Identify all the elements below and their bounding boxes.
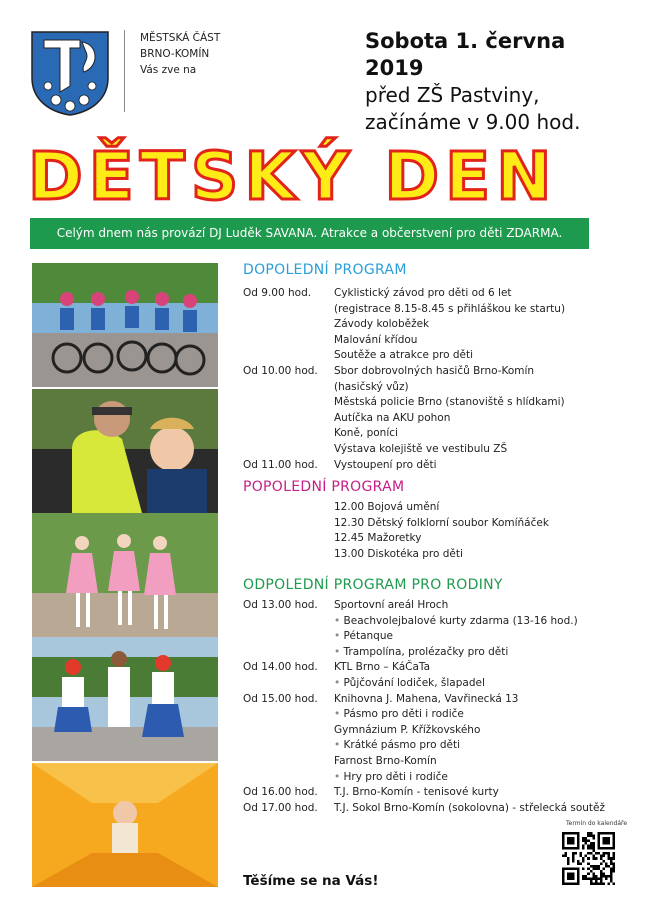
program-item: 13.00 Diskotéka pro děti (334, 547, 463, 560)
closing-text: Těšíme se na Vás! (243, 873, 379, 889)
program-time: Od 13.00 hod. (243, 599, 318, 611)
program-item: Knihovna J. Mahena, Vavřinecká 13 (334, 692, 519, 705)
program-item: • Krátké pásmo pro děti (334, 739, 461, 752)
program-item: (hasičský vůz) (334, 380, 409, 393)
program-time: Od 10.00 hod. (243, 365, 318, 377)
program-time: Od 11.00 hod. (243, 458, 318, 471)
section-heading-poledni: POPOLEDNÍ PROGRAM (243, 479, 405, 495)
folk-dance-photo (32, 637, 218, 761)
program-item: Závody koloběžek (334, 318, 430, 331)
majorettes-photo (32, 513, 218, 637)
program-item: 12.45 Mažoretky (334, 532, 422, 545)
program-item: • Beachvolejbalové kurty zdarma (13-16 hod.) (334, 614, 578, 627)
program-item: T.J. Brno-Komín - tenisové kurty (334, 786, 499, 799)
program-item: • Pásmo pro děti i rodiče (334, 708, 464, 721)
program-time: Od 15.00 hod. (243, 692, 318, 705)
program-item: Výstava kolejiště ve vestibulu ZŠ (334, 443, 508, 455)
bullet-icon: • (334, 739, 344, 752)
event-start: začínáme v 9.00 hod. (365, 110, 581, 134)
program-item: • Půjčování lodiček, šlapadel (334, 677, 485, 689)
event-info (365, 28, 590, 136)
program-item: Malování křídou (334, 333, 418, 346)
program-item: 12.00 Bojová umění (334, 501, 440, 513)
section-heading-dopoledni: DOPOLEDNÍ PROGRAM (243, 262, 407, 278)
event-place: před ZŠ Pastviny, (365, 83, 540, 107)
qr-label: Termín do kalendáře (566, 820, 628, 827)
program-item: Farnost Brno-Komín (334, 755, 437, 767)
bullet-icon: • (334, 630, 344, 643)
organizer-line3: Vás zve na (140, 64, 197, 76)
program-item: Městská policie Brno (stanoviště s hlídkami) (334, 396, 565, 409)
program-item: • Hry pro děti i rodiče (334, 770, 448, 783)
program-time: Od 17.00 hod. (243, 801, 318, 814)
dj-banner: Celým dnem nás provází DJ Luděk SAVANA. Atrakce a občerstvení pro děti ZDARMA. (30, 218, 589, 249)
organizer-line2: BRNO-KOMÍN (140, 48, 210, 60)
police-motorbike-photo (32, 389, 218, 513)
program-item: • Trampolína, prolézačky pro děti (334, 645, 509, 658)
cycling-children-photo (32, 263, 218, 387)
organizer-line1: MĚSTSKÁ ČÁST (140, 32, 221, 44)
qr-code[interactable] (562, 832, 615, 885)
divider (124, 30, 125, 112)
program-item: 12.30 Dětský folklorní soubor Komíňáček (334, 516, 549, 529)
bullet-icon: • (334, 708, 344, 721)
coat-of-arms-logo (30, 30, 110, 116)
program-item: Autíčka na AKU pohon (334, 411, 451, 424)
section-heading-odpoledni: ODPOLEDNÍ PROGRAM PRO RODINY (243, 577, 503, 593)
program-time: Od 16.00 hod. (243, 786, 318, 799)
program-item: Gymnázium P. Křížkovského (334, 723, 481, 736)
organizer-block (140, 30, 220, 78)
bullet-icon: • (334, 770, 344, 783)
program-item: Soutěže a atrakce pro děti (334, 349, 474, 362)
program-time: Od 14.00 hod. (243, 661, 318, 674)
program-time: Od 9.00 hod. (243, 287, 312, 299)
main-title: DĚTSKÝ DEN (28, 138, 558, 215)
program-item: T.J. Sokol Brno-Komín (sokolovna) - střelecká soutěž (334, 801, 605, 814)
bullet-icon: • (334, 614, 344, 627)
program-item: Sbor dobrovolných hasičů Brno-Komín (334, 365, 535, 377)
bullet-icon: • (334, 645, 344, 658)
event-date: Sobota 1. června 2019 (365, 29, 566, 80)
program-item: KTL Brno – KáČaTa (334, 661, 431, 674)
program-item: Cyklistický závod pro děti od 6 let (334, 287, 512, 299)
program-item: Sportovní areál Hroch (334, 599, 449, 611)
program-item: (registrace 8.15-8.45 s přihláškou ke startu) (334, 302, 566, 315)
bullet-icon: • (334, 677, 344, 689)
program-item: Koně, poníci (334, 427, 398, 440)
tunnel-child-photo (32, 763, 218, 887)
program-item: • Pétanque (334, 630, 393, 643)
program-item: Vystoupení pro děti (334, 458, 437, 471)
